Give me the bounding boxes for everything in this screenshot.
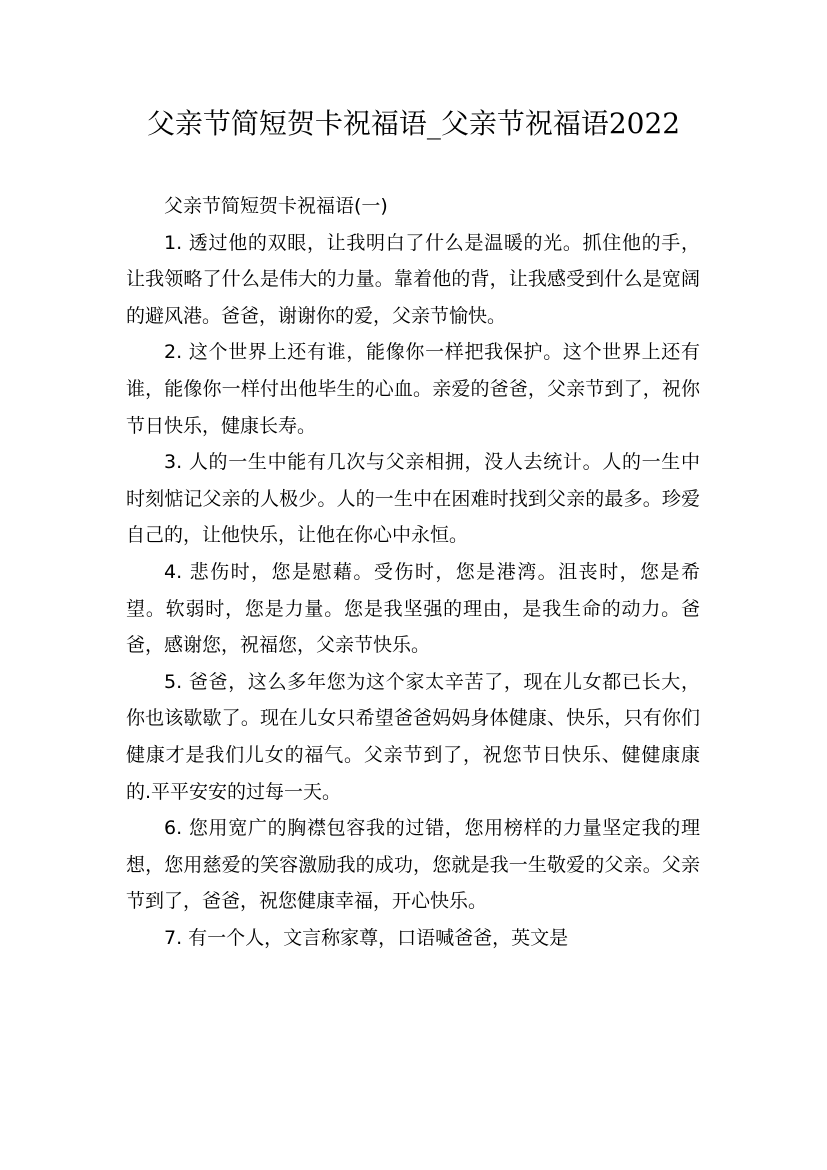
paragraph-4: 4. 悲伤时，您是慰藉。受伤时，您是港湾。沮丧时，您是希望。软弱时，您是力量。您是我坚强的理由，是我生命的动力。爸爸，感谢您，祝福您，父亲节快乐。 bbox=[126, 560, 700, 657]
paragraph-7: 7. 有一个人，文言称家尊，口语喊爸爸，英文是 bbox=[164, 926, 569, 949]
paragraph-3: 3. 人的一生中能有几次与父亲相拥，没人去统计。人的一生中时刻惦记父亲的人极少。人的一生中在困难时找到父亲的最多。珍爱自己的，让他快乐，让他在你心中永恒。 bbox=[126, 451, 700, 547]
section-subheading: 父亲节简短贺卡祝福语(一) bbox=[164, 195, 388, 217]
paragraph-6: 6. 您用宽广的胸襟包容我的过错，您用榜样的力量坚定我的理想，您用慈爱的笑容激励我的成功，您就是我一生敬爱的父亲。父亲节到了，爸爸，祝您健康幸福，开心快乐。 bbox=[126, 817, 700, 913]
paragraph-5: 5. 爸爸，这么多年您为这个家太辛苦了，现在儿女都已长大，你也该歇歇了。现在儿女只希望爸爸妈妈身体健康、快乐，只有你们健康才是我们儿女的福气。父亲节到了，祝您节日快乐、健健康康的.平平安安的过每一天。 bbox=[126, 670, 700, 803]
paragraph-2: 2. 这个世界上还有谁，能像你一样把我保护。这个世界上还有谁，能像你一样付出他毕生的心血。亲爱的爸爸，父亲节到了，祝你节日快乐，健康长寿。 bbox=[126, 341, 700, 437]
paragraph-1: 1. 透过他的双眼，让我明白了什么是温暖的光。抓住他的手，让我领略了什么是伟大的力量。靠着他的背，让我感受到什么是宽阔的避风港。爸爸，谢谢你的爱，父亲节愉快。 bbox=[126, 231, 700, 327]
document-title: 父亲节简短贺卡祝福语_父亲节祝福语2022 bbox=[146, 107, 681, 140]
document-body bbox=[126, 188, 700, 956]
